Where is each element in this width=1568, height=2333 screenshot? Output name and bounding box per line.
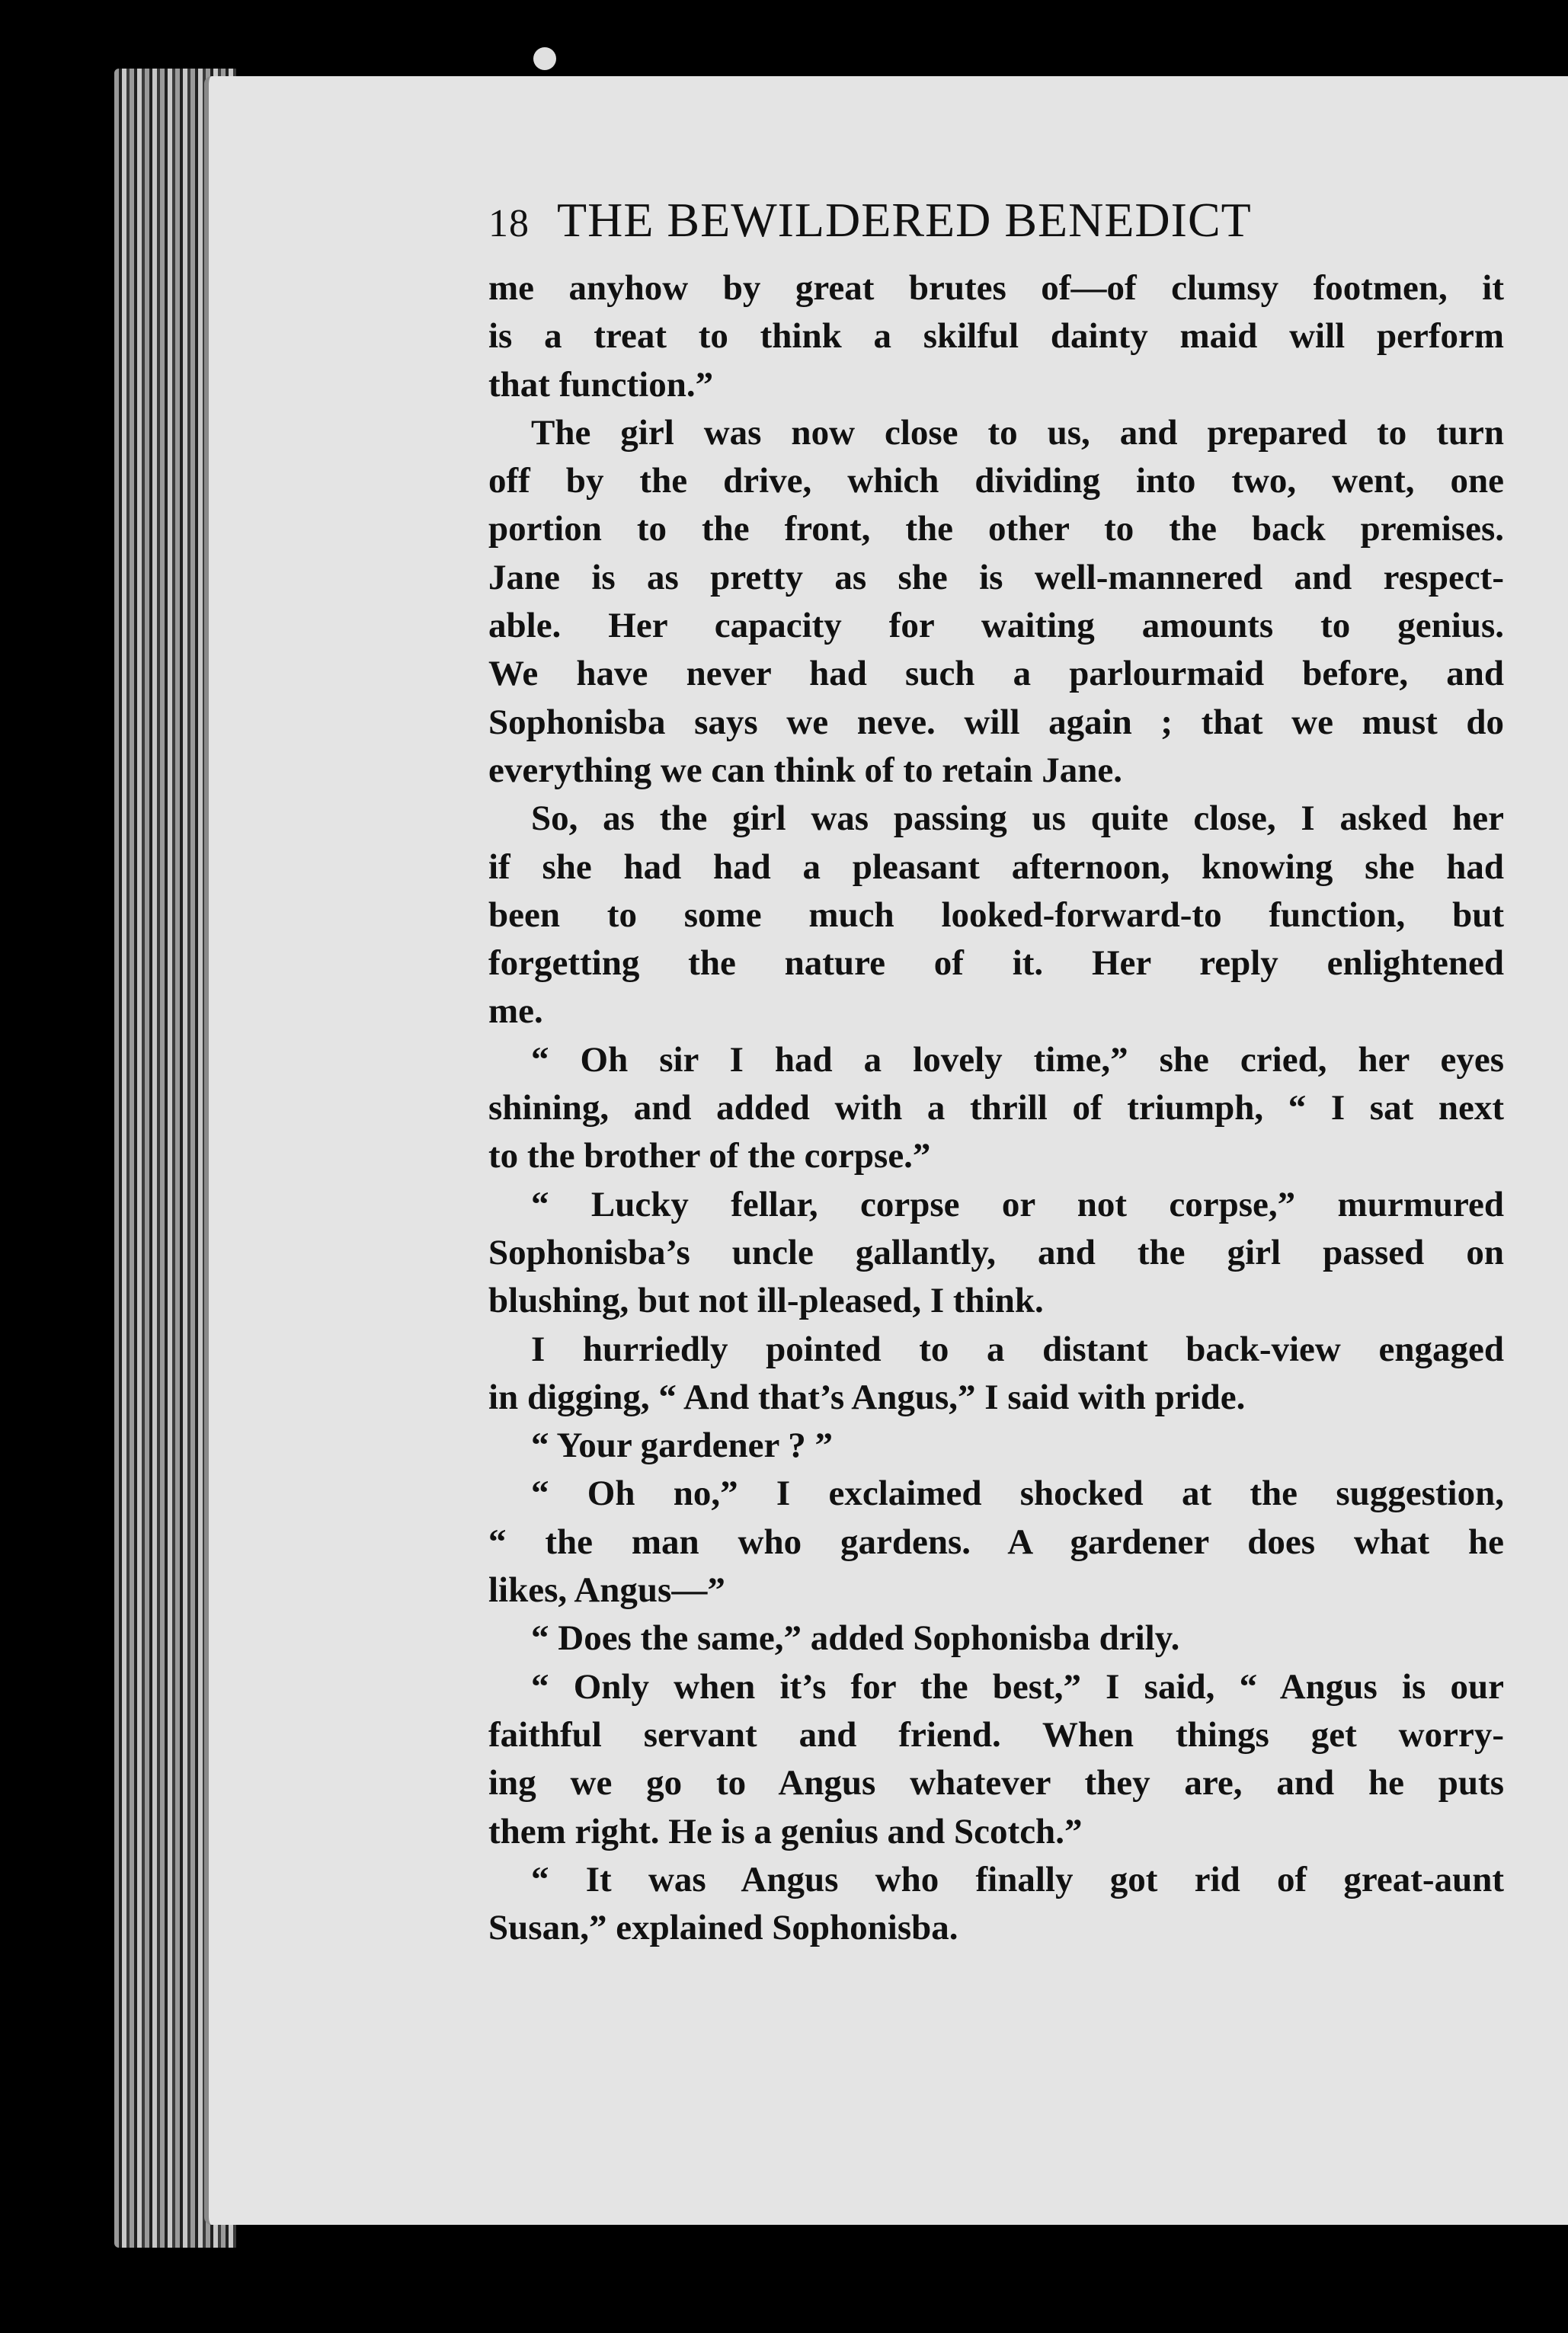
text-line: Susan,” explained Sophonisba. — [488, 1908, 958, 1948]
page-number: 18 — [488, 202, 530, 245]
text-line: “ It was Angus who finally got rid of great-aunt — [531, 1859, 1504, 1899]
text-line: them right. He is a genius and Scotch.” — [488, 1811, 1083, 1851]
text-line: I hurriedly pointed to a distant back-view engaged — [531, 1329, 1504, 1369]
text-line: The girl was now close to us, and prepared to turn — [531, 412, 1504, 453]
text-line: likes, Angus—” — [488, 1570, 725, 1611]
text-line: in digging, “ And that’s Angus,” I said with pride. — [488, 1377, 1246, 1417]
page-text-block — [488, 192, 1504, 1952]
running-head: THE BEWILDERED BENEDICT — [557, 193, 1252, 247]
text-line: been to some much looked-forward-to function, but — [488, 894, 1504, 935]
body-text — [488, 264, 1504, 1952]
text-line: “ Does the same,” added Sophonisba drily. — [531, 1618, 1180, 1659]
text-line: ing we go to Angus whatever they are, and he puts — [488, 1763, 1504, 1803]
text-line: is a treat to think a skilful dainty maid will perform — [488, 316, 1504, 357]
scan-speck — [533, 47, 556, 70]
text-line: to the brother of the corpse.” — [488, 1136, 931, 1176]
text-line: We have never had such a parlourmaid before, and — [488, 654, 1504, 694]
text-line: me anyhow by great brutes of—of clumsy footmen, it — [488, 268, 1504, 308]
text-line: forgetting the nature of it. Her reply enlightened — [488, 943, 1504, 984]
text-line: “ Oh no,” I exclaimed shocked at the suggestion, — [531, 1474, 1504, 1514]
text-line: So, as the girl was passing us quite close, I asked her — [531, 798, 1504, 839]
text-line: “ Only when it’s for the best,” I said, “ Angus is our — [531, 1666, 1504, 1707]
text-line: “ Oh sir I had a lovely time,” she cried, her eyes — [531, 1039, 1504, 1080]
text-line: everything we can think of to retain Jane. — [488, 750, 1123, 790]
text-line: that function.” — [488, 364, 714, 405]
text-line: faithful servant and friend. When things get worry- — [488, 1714, 1504, 1755]
text-line: “ Lucky fellar, corpse or not corpse,” murmured — [531, 1184, 1504, 1224]
text-line: Jane is as pretty as she is well-mannered and respect- — [488, 557, 1504, 597]
page-header — [488, 192, 1504, 264]
text-line: shining, and added with a thrill of triumph, “ I sat next — [488, 1088, 1504, 1128]
text-line: Sophonisba’s uncle gallantly, and the girl passed on — [488, 1232, 1504, 1272]
text-line: me. — [488, 991, 543, 1032]
text-line: Sophonisba says we neve. will again ; that we must do — [488, 702, 1504, 742]
text-line: off by the drive, which dividing into two, went, one — [488, 461, 1504, 501]
text-line: “ the man who gardens. A gardener does what he — [488, 1522, 1504, 1562]
text-line: blushing, but not ill-pleased, I think. — [488, 1281, 1044, 1321]
text-line: if she had had a pleasant afternoon, knowing she had — [488, 846, 1504, 887]
text-line: able. Her capacity for waiting amounts to genius. — [488, 606, 1504, 646]
text-line: “ Your gardener ? ” — [531, 1426, 834, 1466]
text-line: portion to the front, the other to the back premises. — [488, 509, 1504, 549]
